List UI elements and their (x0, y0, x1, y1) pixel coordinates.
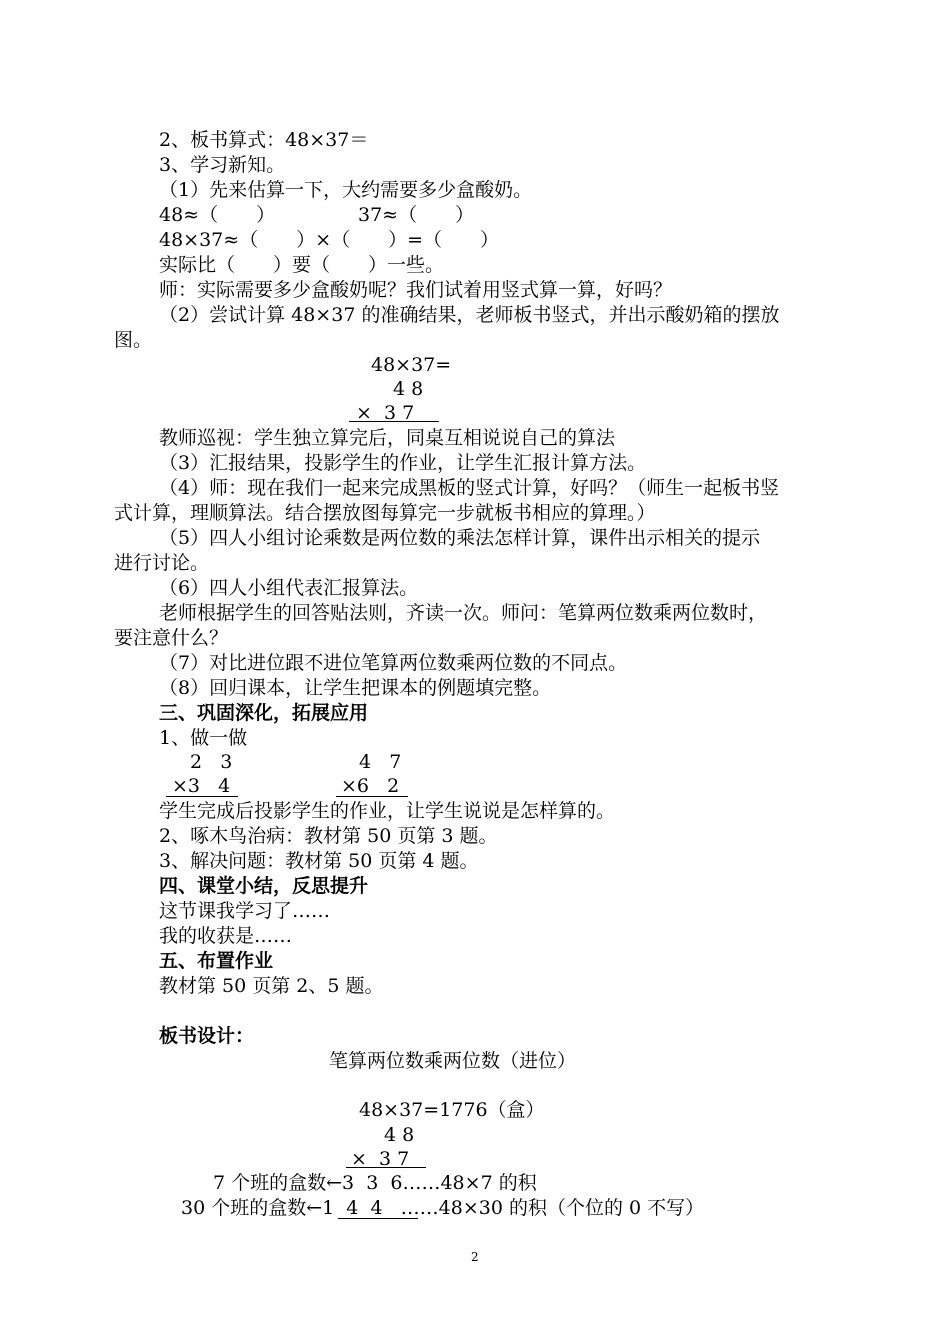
page-number: 2 (471, 1250, 479, 1264)
text-line: （3）汇报结果，投影学生的作业，让学生汇报计算方法。 (159, 452, 647, 474)
text-line: 学生完成后投影学生的作业，让学生说说是怎样算的。 (159, 800, 616, 822)
section-heading: 板书设计： (159, 1025, 255, 1047)
text-line: 进行讨论。 (114, 552, 210, 574)
text-line: （1）先来估算一下，大约需要多少盒酸奶。 (159, 179, 533, 201)
text-line: ×3 4 (172, 775, 231, 797)
text-line: （5）四人小组讨论乘数是两位数的乘法怎样计算，课件出示相关的提示 (159, 527, 761, 549)
text-line: 这节课我学习了…… (159, 900, 331, 922)
text-line: （4）师：现在我们一起来完成黑板的竖式计算，好吗？（师生一起板书竖 (159, 477, 780, 499)
text-line: 48≈（ ） (159, 204, 276, 226)
text-line: 2、板书算式：48×37＝ (159, 129, 369, 151)
text-line: 7 个班的盒数←3 3 6……48×7 的积 (213, 1172, 537, 1194)
text-line: 要注意什么？ (114, 627, 229, 649)
text-line: （6）四人小组代表汇报算法。 (159, 577, 419, 599)
text-line: （2）尝试计算 48×37 的准确结果，老师板书竖式，并出示酸奶箱的摆放 (159, 304, 780, 326)
text-line: 48×37≈（ ）×（ ）=（ ） (159, 229, 500, 251)
text-line: 2 3 (190, 751, 233, 773)
underline (336, 796, 408, 797)
text-line: 老师根据学生的回答贴法则，齐读一次。师问：笔算两位数乘两位数时， (159, 602, 768, 624)
text-line: × 3 7 (351, 1148, 410, 1170)
text-line: 4 8 (384, 1124, 415, 1146)
text-line: 3、学习新知。 (159, 154, 286, 176)
text-line: 笔算两位数乘两位数（进位） (329, 1050, 577, 1072)
text-line: 4 7 (359, 751, 402, 773)
text-line: 30 个班的盒数←1 4 4 ……48×30 的积（个位的 0 不写） (181, 1197, 705, 1219)
text-line: 2、啄木鸟治病：教材第 50 页第 3 题。 (159, 825, 498, 847)
text-line: 式计算，理顺算法。结合摆放图每算完一步就板书相应的算理。） (114, 502, 656, 524)
text-line: 我的收获是…… (159, 925, 293, 947)
underline (349, 421, 439, 422)
text-line: 教师巡视：学生独立算完后，同桌互相说说自己的算法 (159, 427, 616, 449)
underline (166, 796, 238, 797)
text-line: 实际比（ ）要（ ）一些。 (159, 254, 445, 276)
text-line: 师：实际需要多少盒酸奶呢？我们试着用竖式算一算，好吗？ (159, 279, 673, 301)
section-heading: 五、布置作业 (159, 950, 274, 972)
underline (346, 1167, 426, 1168)
text-line: 1、做一做 (159, 727, 248, 749)
section-heading: 三、巩固深化，拓展应用 (159, 702, 369, 724)
text-line: （8）回归课本，让学生把课本的例题填完整。 (159, 677, 552, 699)
text-line: 图。 (114, 329, 153, 351)
text-line: （7）对比进位跟不进位笔算两位数乘两位数的不同点。 (159, 652, 628, 674)
section-heading: 四、课堂小结，反思提升 (159, 875, 369, 897)
text-line: ×6 2 (341, 775, 400, 797)
text-line: 3、解决问题：教材第 50 页第 4 题。 (159, 850, 479, 872)
text-line: 4 8 (393, 378, 424, 400)
text-line: × 3 7 (356, 402, 415, 424)
text-line: 教材第 50 页第 2、5 题。 (159, 975, 384, 997)
text-line: 48×37=1776（盒） (359, 1099, 545, 1121)
text-line: 48×37= (371, 354, 452, 376)
text-line: 37≈（ ） (358, 204, 475, 226)
underline (338, 1218, 418, 1219)
